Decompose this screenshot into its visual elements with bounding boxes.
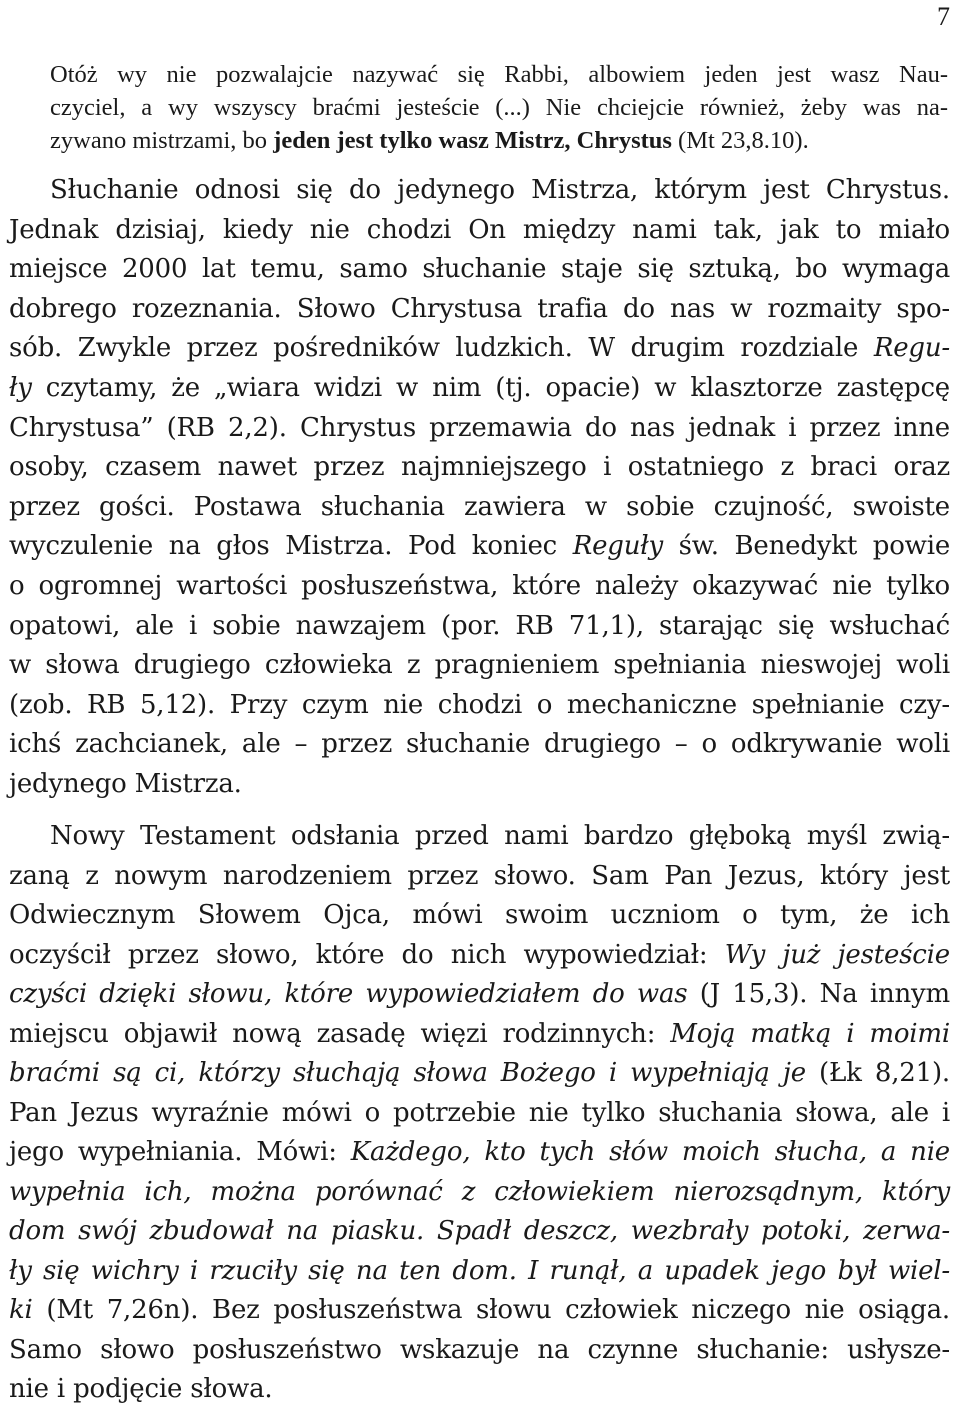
italic-run: Wy już jesteście — [724, 939, 950, 970]
text-run: (J 15,3). Na innym — [687, 979, 950, 1009]
text-run: jego wypełniania. Mówi: — [9, 1137, 351, 1167]
quote-line — [0, 124, 948, 157]
paragraph-line — [0, 1133, 950, 1173]
paragraph-line: dobrego rozeznania. Słowo Chrystusa trafia do nas w rozmaity spo- — [9, 293, 950, 324]
quote-citation: (Mt 23,8.10). — [671, 127, 809, 154]
paragraph-line — [0, 369, 950, 409]
text-run: wyczulenie na głos Mistrza. Pod koniec — [9, 531, 573, 562]
paragraph-line: Samo słowo posłuszeństwo wskazuje na czynne słuchanie: usłysze- — [9, 1334, 950, 1365]
scripture-quote — [0, 58, 960, 157]
paragraph-new-testament — [0, 817, 960, 1410]
italic-run: ły się wichry i rzuciły się na ten dom. I runął, a upadek jego był wiel- — [9, 1255, 950, 1286]
italic-run: dom swój zbudował na piasku. Spadł deszcz, wezbrały potoki, zerwa- — [9, 1216, 950, 1246]
paragraph-line — [0, 975, 950, 1015]
paragraph-line: Odwiecznym Słowem Ojca, mówi swoim uczniom o tym, że ich — [9, 900, 950, 930]
paragraph-listening — [0, 171, 960, 805]
paragraph-line — [0, 329, 950, 369]
paragraph-line — [0, 1291, 950, 1331]
paragraph-line: opatowi, ale i sobie nawzajem (por. RB 71,1), starając się wsłuchać — [9, 610, 950, 641]
quote-text: czyciel, a wy wszyscy braćmi jesteście (...) Nie chciejcie również, żeby was na- — [50, 94, 948, 121]
paragraph-line: Jednak dzisiaj, kiedy nie chodzi On między nami tak, jak to miało — [9, 214, 950, 245]
text-run: św. Benedykt powie — [662, 531, 951, 562]
quote-bold-text: jeden jest tylko wasz Mistrz, Chrystus — [273, 127, 672, 154]
paragraph-line: osoby, czasem nawet przez najmniejszego i ostatniego z braci oraz — [9, 452, 950, 483]
text-run: czytamy, że „wiara widzi w nim (tj. opacie) w klasztorze zastępcę — [31, 372, 950, 403]
italic-run: wypełnia ich, można porównać z człowiekiem nierozsądnym, który — [9, 1176, 950, 1207]
paragraph-line: (zob. RB 5,12). Przy czym nie chodzi o mechaniczne spełnianie czy- — [9, 689, 950, 720]
paragraph-line — [0, 1015, 950, 1055]
italic-run: braćmi są ci, którzy słuchają słowa Bożego i wypełniają je — [9, 1058, 806, 1088]
quote-line — [0, 58, 948, 91]
italic-run: Moją matką i moimi — [670, 1018, 950, 1049]
italic-run: Regu- — [873, 333, 950, 364]
paragraph-line — [0, 1173, 950, 1213]
text-run: (Łk 8,21). — [805, 1058, 950, 1088]
paragraph-line: przez gości. Postawa słuchania zawiera w sobie czujność, swoiste — [9, 491, 950, 522]
text-run: miejscu objawił nową zasadę więzi rodzinnych: — [9, 1018, 671, 1049]
paragraph-line: Słuchanie odnosi się do jedynego Mistrza, którym jest Chrystus. — [50, 175, 950, 205]
paragraph-line — [0, 1054, 950, 1094]
paragraph-line: ichś zachcianek, ale – przez słuchanie drugiego – o odkrywanie woli — [9, 729, 950, 760]
paragraph-line: zaną z nowym narodzeniem przez słowo. Sam Pan Jezus, który jest — [9, 860, 950, 891]
paragraph-line — [0, 936, 950, 976]
paragraph-line: Chrystusa” (RB 2,2). Chrystus przemawia do nas jednak i przez inne — [9, 412, 950, 443]
paragraph-line — [0, 527, 950, 567]
paragraph-line: w słowa drugiego człowieka z pragnieniem spełniania nieswojej woli — [9, 650, 950, 681]
quote-line — [0, 91, 948, 124]
paragraph-line: jedynego Mistrza. — [9, 768, 242, 799]
text-run: oczyścił przez słowo, które do nich wypowiedział: — [9, 939, 725, 970]
italic-run: ki — [9, 1295, 33, 1325]
paragraph-line: nie i podjęcie słowa. — [9, 1374, 273, 1404]
italic-run: ły — [9, 372, 32, 403]
italic-run: Każdego, kto tych słów moich słucha, a nie — [350, 1137, 950, 1167]
paragraph-line: Nowy Testament odsłania przed nami bardzo głęboką myśl zwią- — [50, 821, 950, 851]
paragraph-line: Pan Jezus wyraźnie mówi o potrzebie nie tylko słuchania słowa, ale i — [9, 1097, 950, 1128]
paragraph-line: o ogromnej wartości posłuszeństwa, które należy okazywać nie tylko — [9, 570, 950, 601]
page-number: 7 — [937, 2, 950, 31]
quote-text: Otóż wy nie pozwalajcie nazywać się Rabbi, albowiem jeden jest wasz Nau- — [50, 61, 948, 88]
text-run: (Mt 7,26n). Bez posłuszeństwa słowu człowiek niczego nie osiąga. — [32, 1295, 950, 1325]
italic-run: Reguły — [572, 531, 663, 562]
paragraph-line — [0, 1252, 950, 1292]
paragraph-line: miejsce 2000 lat temu, samo słuchanie staje się sztuką, bo wymaga — [9, 254, 950, 285]
paragraph-line — [0, 1212, 950, 1252]
quote-text: zywano mistrzami, bo — [50, 127, 274, 154]
text-run: sób. Zwykle przez pośredników ludzkich. W drugim rozdziale — [9, 333, 874, 364]
italic-run: czyści dzięki słowu, które wypowiedziałem do was — [9, 979, 688, 1009]
